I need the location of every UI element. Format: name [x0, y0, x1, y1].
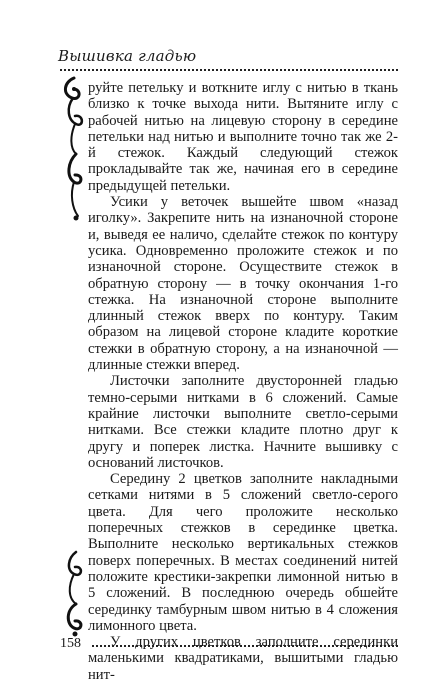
- body-text: [88, 80, 398, 683]
- paragraph: руйте петельку и воткните иглу с нитью в ткань близко к точке выхода нити. Вытяните иглу с рабочей нитью на лицевую сторону в середине петельки над нитью и выполните точно так же 2-й стежок. Каждый следующий стежок прокладывайте так же, начиная его в середине предыдущей петельки.: [88, 80, 398, 194]
- paragraph: У других цветков заполните серединки маленькими квадратиками, вышитыми гладью нит-: [88, 634, 398, 683]
- scroll-ornament-icon: [58, 74, 88, 224]
- paragraph: Листочки заполните двусторонней гладью темно-серыми нитками в 6 сложений. Самые крайние листочки выполните светло-серыми нитками. Все стежки кладите плотно друг к другу и поперек листка. Начните вышивку с оснований листочков.: [88, 373, 398, 471]
- scroll-ornament-icon: [58, 548, 88, 638]
- footer-dotted-rule: [92, 645, 398, 647]
- paragraph: Середину 2 цветков заполните накладными сетками нитями в 5 сложений светло-серого цвета. Для чего проложите несколько поперечных стежков в серединке цветка. Выполните несколько вертикальных стежков поверх поперечных. В местах соединений нитей положите крестики-закрепки лимонной нитью в 5 сложений. В последнюю очередь обшейте серединку тамбурным швом нитью в 4 сложения лимонного цвета.: [88, 471, 398, 634]
- header-dotted-rule: [60, 69, 398, 71]
- running-title: Вышивка гладью: [58, 47, 197, 65]
- paragraph: Усики у веточек вышейте швом «назад иголку». Закрепите нить на изнаночной стороне и, выведя ее наличо, сделайте стежок по контуру усика. Одновременно проложите стежок и по изнаночной стороне. Осуществите стежок в обратную сторону — в точку окончания 1-го стежка. На изнаночной стороне выполните длинный стежок вверх по контуру. Таким образом на лицевой стороне кладите короткие стежки в обратную сторону, а на изнаночной — длинные стежки вперед.: [88, 194, 398, 374]
- page-number: 158: [60, 636, 81, 651]
